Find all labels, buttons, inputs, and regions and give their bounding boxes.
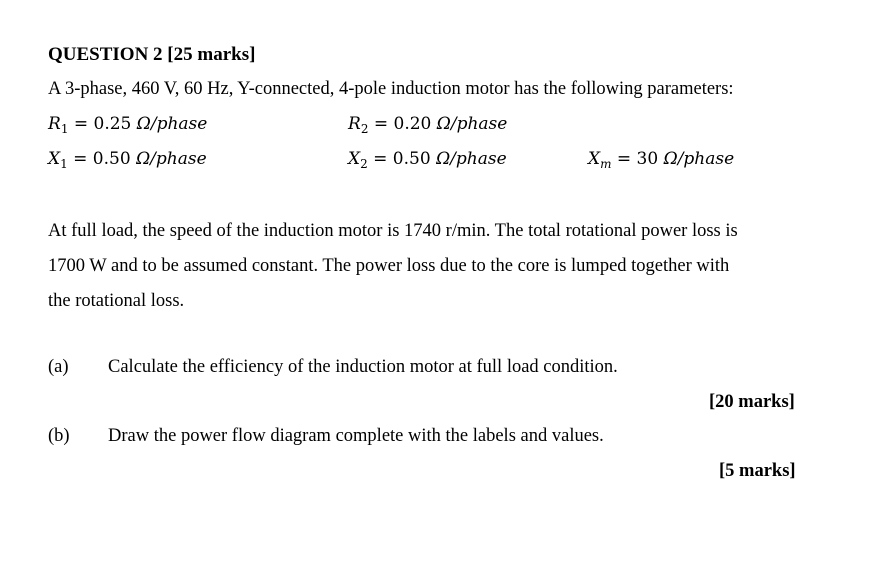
param-xm-subscript: m bbox=[600, 157, 612, 171]
part-b-label: (b) bbox=[48, 426, 70, 446]
param-x1-symbol: X bbox=[48, 149, 61, 169]
param-x2 bbox=[348, 149, 507, 169]
param-x1-unit: Ω/phase bbox=[136, 149, 207, 169]
param-xm bbox=[588, 149, 734, 169]
param-xm-symbol: X bbox=[588, 149, 601, 169]
param-r1-unit: Ω/phase bbox=[136, 114, 208, 134]
part-b-text: Draw the power flow diagram complete with the labels and values. bbox=[108, 426, 604, 446]
param-x2-value: = 0.50 bbox=[367, 149, 437, 169]
question-heading: QUESTION 2 [25 marks] bbox=[48, 44, 256, 65]
param-r1-subscript: 1 bbox=[60, 122, 69, 136]
param-r2-subscript: 2 bbox=[360, 122, 369, 136]
description-line: At full load, the speed of the induction motor is 1740 r/min. The total rotational power loss is bbox=[48, 221, 738, 241]
param-r1 bbox=[48, 114, 207, 134]
param-r1-value: = 0.25 bbox=[68, 114, 137, 134]
part-a-text: Calculate the efficiency of the induction motor at full load condition. bbox=[108, 357, 618, 377]
param-r1-symbol: R bbox=[48, 114, 61, 134]
param-x1-subscript: 1 bbox=[60, 157, 68, 171]
param-x1-value: = 0.50 bbox=[67, 149, 137, 169]
description-paragraph bbox=[48, 214, 808, 319]
param-r2-value: = 0.20 bbox=[368, 114, 437, 134]
part-b-marks: [5 marks] bbox=[719, 461, 796, 481]
description-line: 1700 W and to be assumed constant. The power loss due to the core is lumped together with bbox=[48, 256, 730, 276]
param-xm-unit: Ω/phase bbox=[663, 149, 735, 169]
param-r2-unit: Ω/phase bbox=[436, 114, 508, 134]
param-x2-symbol: X bbox=[348, 149, 361, 169]
description-line: the rotational loss. bbox=[48, 291, 185, 311]
param-r2 bbox=[348, 114, 507, 134]
param-x1 bbox=[48, 149, 207, 169]
part-a-marks: [20 marks] bbox=[709, 392, 795, 412]
param-xm-value: = 30 bbox=[611, 149, 664, 169]
question-intro: A 3-phase, 460 V, 60 Hz, Y-connected, 4-pole induction motor has the following parameters: bbox=[48, 79, 734, 99]
part-a-label: (a) bbox=[48, 357, 69, 377]
param-r2-symbol: R bbox=[348, 114, 361, 134]
param-x2-subscript: 2 bbox=[360, 157, 368, 171]
param-x2-unit: Ω/phase bbox=[436, 149, 507, 169]
